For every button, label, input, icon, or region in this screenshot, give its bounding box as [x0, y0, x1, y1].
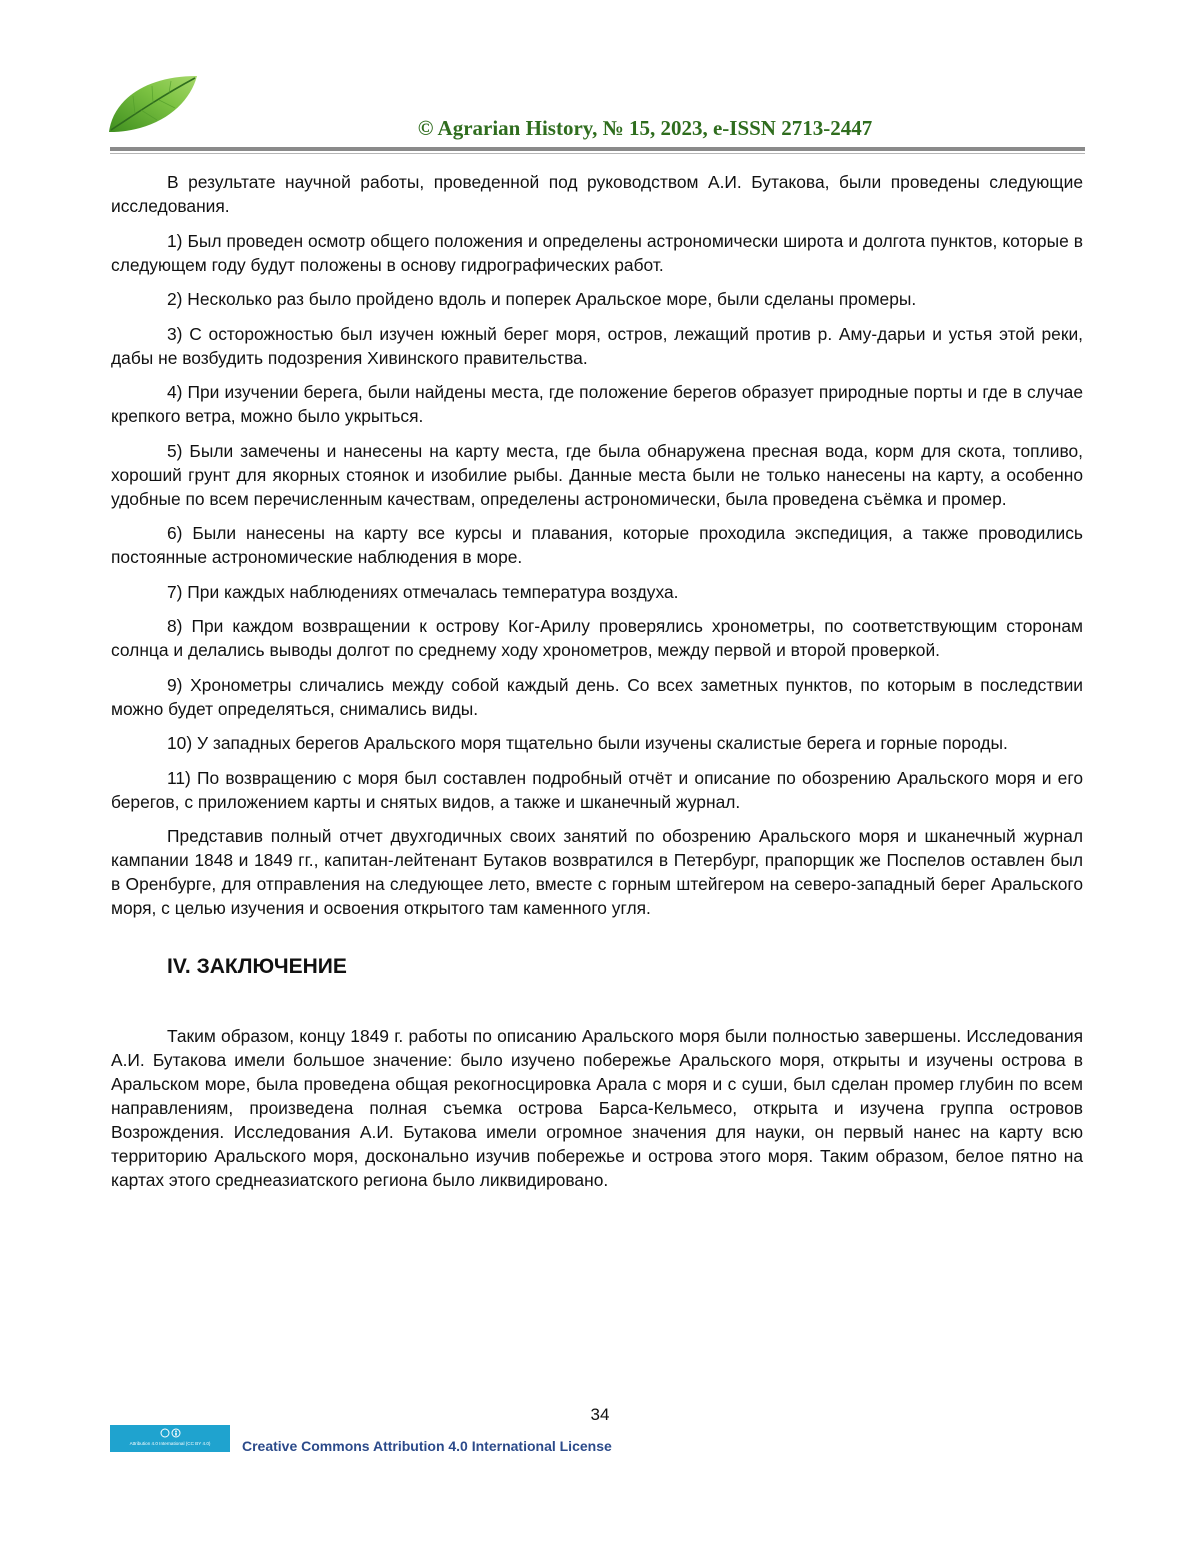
paragraph: 2) Несколько раз было пройдено вдоль и поперек Аральское море, были сделаны промеры. — [167, 289, 917, 309]
paragraph: В результате научной работы, проведенной под руководством А.И. Бутакова, были проведены следующие исследования. — [111, 172, 1083, 216]
paragraph: 5) Были замечены и нанесены на карту места, где была обнаружена пресная вода, корм для скота, топливо, хороший грунт для якорных стоянок и изобилие рыбы. Данные места были не только нанесены на карту, а особенно удобные по всем перечисленным качествам, определены астрономически, была проведена съёмка и промер. — [111, 440, 1083, 509]
header-rule — [110, 147, 1085, 151]
cc-badge-text: Attribution 4.0 International (CC BY 4.0) — [129, 1441, 211, 1446]
article-body — [111, 170, 1083, 1203]
paragraph: 4) При изучении берега, были найдены места, где положение берегов образует природные порты и где в случае крепкого ветра, можно было укрыться. — [111, 382, 1083, 426]
paragraph: 1) Был проведен осмотр общего положения и определены астрономически широта и долгота пунктов, которые в следующем году будут положены в основу гидрографических работ. — [111, 230, 1083, 275]
section-heading: IV. ЗАКЛЮЧЕНИЕ — [167, 955, 347, 978]
page-number: 34 — [590, 1405, 610, 1424]
paragraph: 3) С осторожностью был изучен южный берег моря, остров, лежащий против р. Аму-дарьи и устья этой реки, дабы не возбудить подозрения Хивинского правительства. — [111, 323, 1083, 368]
paragraph: 9) Хронометры сличались между собой каждый день. Со всех заметных пунктов, по которым в последствии можно будет определяться, снимались виды. — [111, 674, 1083, 719]
leaf-logo-icon — [105, 70, 200, 136]
header-rule-thin — [110, 153, 1085, 154]
cc-by-icon — [160, 1428, 182, 1438]
paragraph: 11) По возвращению с моря был составлен подробный отчёт и описание по обозрению Аральского моря и его берегов, с приложением карты и снятых видов, а также и шканечный журнал. — [111, 767, 1083, 812]
license-link[interactable]: Creative Commons Attribution 4.0 International License — [242, 1438, 612, 1454]
conclusion-paragraph: Таким образом, концу 1849 г. работы по описанию Аральского моря были полностью завершены. Исследования А.И. Бутакова имели большое значение: было изучено побережье Аральского моря, открыты и изучены острова в Аральском море, была проведена общая рекогносцировка Арала с моря и с суши, был сделан промер глубин по всем направлениям, произведена полная съемка острова Барса-Кельмесо, открыта и изучена группа островов Возрождения. Исследования А.И. Бутакова имели огромное значения для науки, он первый нанес на карту всю территорию Аральского моря, досконально изучив побережье и острова этого моря. Таким образом, белое пятно на картах этого среднеазиатского региона было ликвидировано. — [111, 1026, 1083, 1190]
cc-license-badge[interactable] — [110, 1425, 230, 1452]
paragraph: 10) У западных берегов Аральского моря тщательно были изучены скалистые берега и горные породы. — [167, 733, 1008, 753]
paragraph: Представив полный отчет двухгодичных своих занятий по обозрению Аральского моря и шканечный журнал кампании 1848 и 1849 гг., капитан-лейтенант Бутаков возвратился в Петербург, прапорщик же Поспелов оставлен был в Оренбурге, для отправления на следующее лето, вместе с горным штейгером на северо-западный берег Аральского моря, с целью изучения и освоения открытого там каменного угля. — [111, 826, 1083, 918]
journal-header: © Agrarian History, № 15, 2023, e-ISSN 2713-2447 — [417, 116, 873, 140]
paragraph: 8) При каждом возвращении к острову Ког-Арилу проверялись хронометры, по соответствующим сторонам солнца и делались выводы долгот по среднему ходу хронометров, между первой и второй проверкой. — [111, 616, 1083, 660]
paragraph: 7) При каждых наблюдениях отмечалась температура воздуха. — [167, 581, 679, 602]
paragraph: 6) Были нанесены на карту все курсы и плавания, которые проходила экспедиция, а также проводились постоянные астрономические наблюдения в море. — [111, 523, 1083, 567]
